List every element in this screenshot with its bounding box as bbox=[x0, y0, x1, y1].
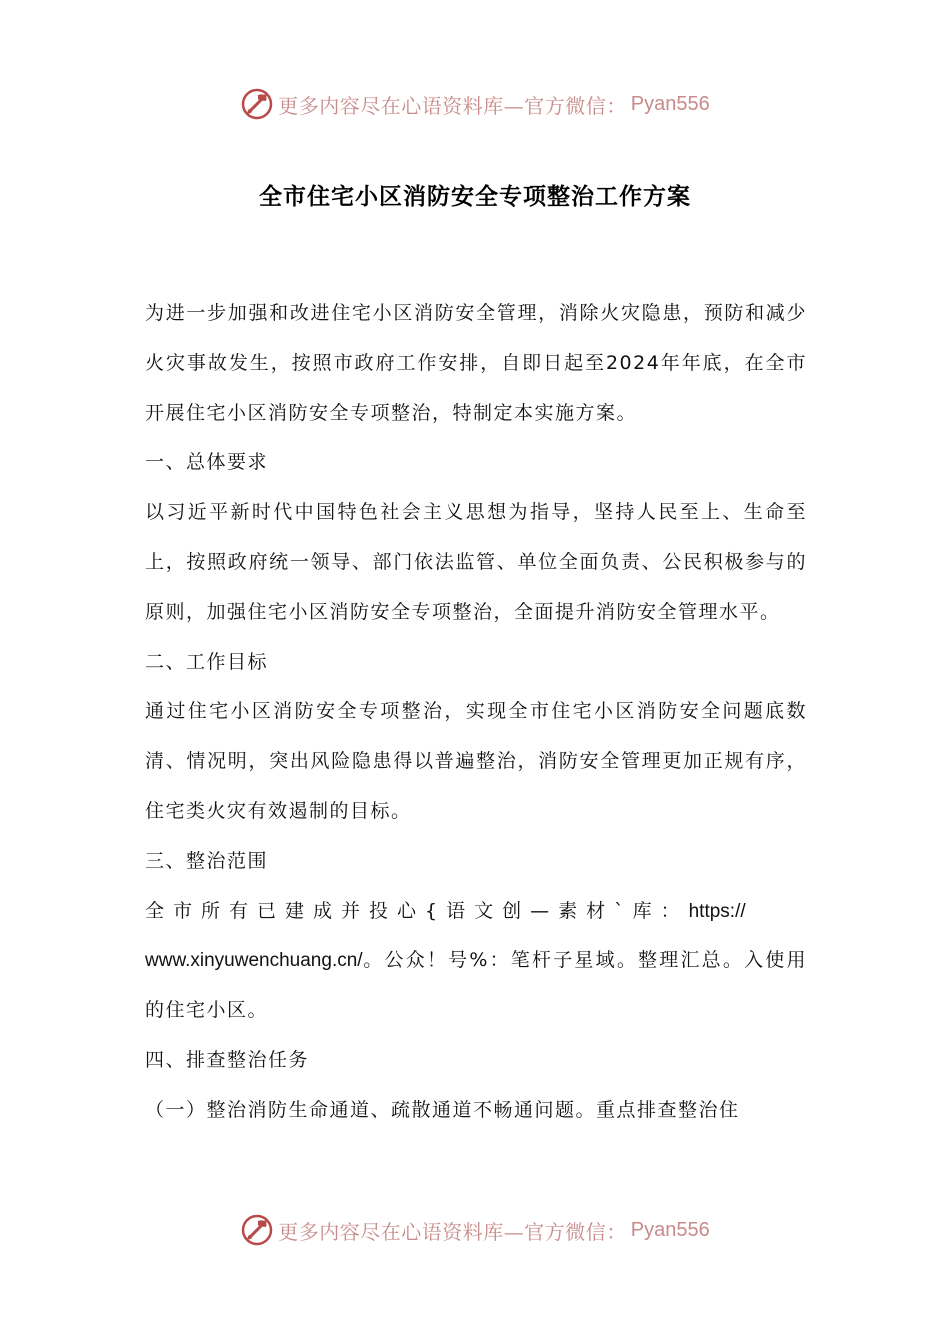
scope-url-part2: www.xinyuwenchuang.cn/ bbox=[145, 950, 363, 972]
section-2-paragraph: 通过住宅小区消防安全专项整治，实现全市住宅小区消防安全问题底数清、情况明，突出风险隐患得以普遍整治，消防安全管理更加正规有序，住宅类火灾有效遏制的目标。 bbox=[145, 700, 807, 822]
document-body bbox=[145, 289, 807, 1136]
section-1-paragraph: 以习近平新时代中国特色社会主义思想为指导，坚持人民至上、生命至上，按照政府统一领导、部门依法监管、单位全面负责、公民积极参与的原则，加强住宅小区消防安全专项整治，全面提升消防安全管理水平。 bbox=[145, 501, 807, 623]
section-heading-4: 四、排查整治任务 bbox=[145, 1048, 310, 1071]
scope-rest-text: 。公众！号%：笔杆子星域。整理汇总。入使用的住宅小区。 bbox=[145, 949, 807, 1022]
scope-url-part1: https:// bbox=[688, 900, 746, 922]
quill-logo-icon bbox=[240, 87, 274, 121]
quill-logo-icon bbox=[240, 1213, 274, 1247]
header-watermark bbox=[0, 84, 950, 124]
watermark-text: 更多内容尽在心语资料库—官方微信： bbox=[278, 1219, 627, 1244]
scope-lead-text: 全市所有已建成并投心{语文创—素材`库： bbox=[145, 899, 689, 922]
watermark-handle: Pyan556 bbox=[630, 1218, 710, 1241]
section-heading-2: 二、工作目标 bbox=[145, 650, 269, 673]
section-3-paragraph bbox=[145, 887, 807, 1036]
footer-watermark bbox=[0, 1210, 950, 1250]
intro-paragraph: 为进一步加强和改进住宅小区消防安全管理，消除火灾隐患，预防和减少火灾事故发生，按照市政府工作安排，自即日起至2024年年底，在全市开展住宅小区消防安全专项整治，特制定本实施方案。 bbox=[145, 302, 807, 424]
section-heading-1: 一、总体要求 bbox=[145, 451, 269, 474]
section-4-item-1: （一）整治消防生命通道、疏散通道不畅通问题。重点排查整治住 bbox=[145, 1098, 740, 1121]
watermark-text: 更多内容尽在心语资料库—官方微信： bbox=[278, 93, 627, 118]
document-title: 全市住宅小区消防安全专项整治工作方案 bbox=[259, 184, 691, 210]
watermark-handle: Pyan556 bbox=[630, 92, 710, 115]
section-heading-3: 三、整治范围 bbox=[145, 849, 269, 872]
